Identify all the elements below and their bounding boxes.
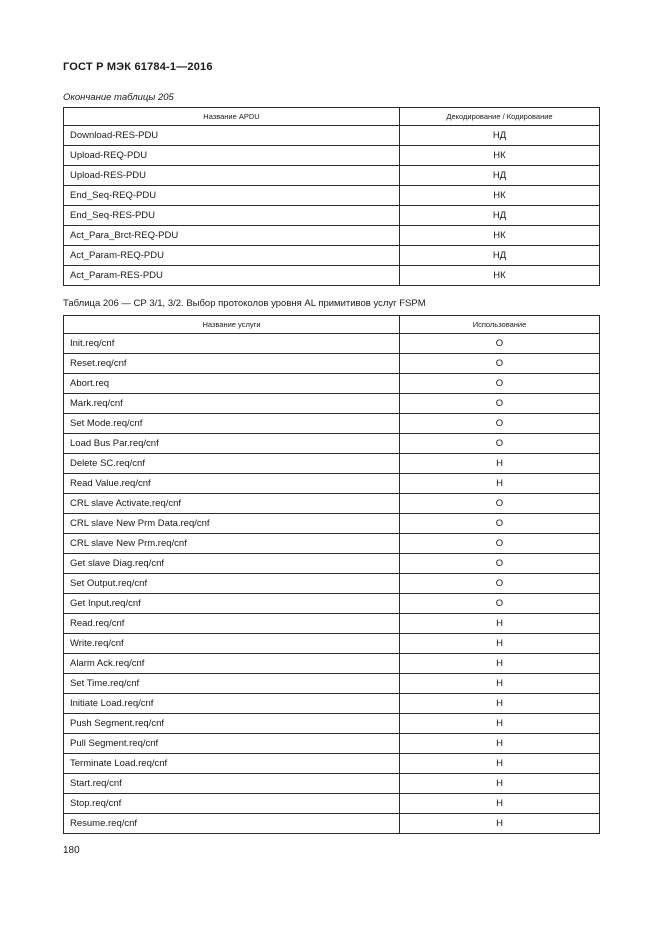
- row-value-cell: Н: [400, 814, 600, 834]
- row-value-cell: О: [400, 394, 600, 414]
- row-value-cell: Н: [400, 774, 600, 794]
- row-name-cell: Set Mode.req/cnf: [64, 414, 400, 434]
- table-row: [64, 454, 600, 474]
- table-row: [64, 126, 600, 146]
- column-header-usage: Использование: [400, 316, 600, 334]
- table-row: [64, 354, 600, 374]
- row-name-cell: Act_Param-REQ-PDU: [64, 246, 400, 266]
- row-name-cell: Alarm Ack.req/cnf: [64, 654, 400, 674]
- row-name-cell: Write.req/cnf: [64, 634, 400, 654]
- row-name-cell: CRL slave Activate.req/cnf: [64, 494, 400, 514]
- row-name-cell: Start.req/cnf: [64, 774, 400, 794]
- table-row: [64, 594, 600, 614]
- table-row: [64, 754, 600, 774]
- row-name-cell: Set Output.req/cnf: [64, 574, 400, 594]
- table-row: [64, 186, 600, 206]
- table-row: [64, 654, 600, 674]
- row-value-cell: НК: [400, 186, 600, 206]
- row-name-cell: Get Input.req/cnf: [64, 594, 400, 614]
- table-row: [64, 774, 600, 794]
- row-name-cell: Act_Para_Brct-REQ-PDU: [64, 226, 400, 246]
- row-value-cell: Н: [400, 754, 600, 774]
- row-value-cell: Н: [400, 794, 600, 814]
- row-value-cell: О: [400, 534, 600, 554]
- row-value-cell: О: [400, 434, 600, 454]
- table-row: [64, 694, 600, 714]
- table-row: [64, 166, 600, 186]
- row-value-cell: НК: [400, 266, 600, 286]
- row-name-cell: Reset.req/cnf: [64, 354, 400, 374]
- row-name-cell: Read.req/cnf: [64, 614, 400, 634]
- row-name-cell: CRL slave New Prm Data.req/cnf: [64, 514, 400, 534]
- row-value-cell: Н: [400, 654, 600, 674]
- table-row: [64, 534, 600, 554]
- table-206-caption: Таблица 206 — СР 3/1, 3/2. Выбор протоколов уровня AL примитивов услуг FSPM: [63, 298, 426, 309]
- row-name-cell: Download-RES-PDU: [64, 126, 400, 146]
- row-value-cell: Н: [400, 714, 600, 734]
- row-name-cell: End_Seq-RES-PDU: [64, 206, 400, 226]
- table-row: [64, 714, 600, 734]
- row-name-cell: Initiate Load.req/cnf: [64, 694, 400, 714]
- column-header-service-name: Название услуги: [64, 316, 400, 334]
- table-206: [63, 315, 600, 834]
- table-row: [64, 434, 600, 454]
- table-row: [64, 414, 600, 434]
- row-value-cell: Н: [400, 734, 600, 754]
- row-value-cell: НД: [400, 166, 600, 186]
- table-row: [64, 394, 600, 414]
- table-row: [64, 334, 600, 354]
- table-row: [64, 734, 600, 754]
- row-name-cell: CRL slave New Prm.req/cnf: [64, 534, 400, 554]
- row-name-cell: Set Time.req/cnf: [64, 674, 400, 694]
- row-value-cell: О: [400, 574, 600, 594]
- row-value-cell: О: [400, 594, 600, 614]
- table-row: [64, 474, 600, 494]
- row-name-cell: Upload-REQ-PDU: [64, 146, 400, 166]
- table-row: [64, 146, 600, 166]
- row-value-cell: НК: [400, 226, 600, 246]
- document-header: ГОСТ Р МЭК 61784-1—2016: [63, 61, 213, 73]
- table-205: [63, 107, 600, 286]
- table-row: [64, 794, 600, 814]
- table-row: [64, 574, 600, 594]
- row-name-cell: Upload-RES-PDU: [64, 166, 400, 186]
- row-value-cell: О: [400, 554, 600, 574]
- row-name-cell: Act_Param-RES-PDU: [64, 266, 400, 286]
- row-value-cell: Н: [400, 694, 600, 714]
- row-value-cell: О: [400, 414, 600, 434]
- row-value-cell: Н: [400, 634, 600, 654]
- table-row: [64, 246, 600, 266]
- row-name-cell: Load Bus Par.req/cnf: [64, 434, 400, 454]
- row-name-cell: Pull Segment.req/cnf: [64, 734, 400, 754]
- table-header-row: [64, 316, 600, 334]
- row-value-cell: О: [400, 494, 600, 514]
- table-row: [64, 226, 600, 246]
- page-number: 180: [63, 845, 80, 856]
- table-row: [64, 814, 600, 834]
- column-header-decoding: Декодирование / Кодирование: [400, 108, 600, 126]
- row-name-cell: Get slave Diag.req/cnf: [64, 554, 400, 574]
- table-row: [64, 494, 600, 514]
- row-name-cell: Terminate Load.req/cnf: [64, 754, 400, 774]
- table-row: [64, 614, 600, 634]
- row-name-cell: Init.req/cnf: [64, 334, 400, 354]
- row-value-cell: НД: [400, 246, 600, 266]
- table-row: [64, 634, 600, 654]
- row-value-cell: О: [400, 334, 600, 354]
- row-value-cell: НК: [400, 146, 600, 166]
- row-value-cell: О: [400, 354, 600, 374]
- row-value-cell: О: [400, 514, 600, 534]
- row-value-cell: НД: [400, 206, 600, 226]
- row-name-cell: Read Value.req/cnf: [64, 474, 400, 494]
- row-value-cell: Н: [400, 674, 600, 694]
- row-value-cell: Н: [400, 614, 600, 634]
- row-value-cell: Н: [400, 454, 600, 474]
- row-name-cell: End_Seq-REQ-PDU: [64, 186, 400, 206]
- table-205-caption: Окончание таблицы 205: [63, 92, 174, 103]
- row-value-cell: НД: [400, 126, 600, 146]
- table-row: [64, 374, 600, 394]
- row-value-cell: О: [400, 374, 600, 394]
- row-name-cell: Push Segment.req/cnf: [64, 714, 400, 734]
- table-header-row: [64, 108, 600, 126]
- table-row: [64, 206, 600, 226]
- column-header-apdu-name: Название APDU: [64, 108, 400, 126]
- row-name-cell: Abort.req: [64, 374, 400, 394]
- table-row: [64, 266, 600, 286]
- row-name-cell: Mark.req/cnf: [64, 394, 400, 414]
- table-row: [64, 514, 600, 534]
- row-name-cell: Delete SC.req/cnf: [64, 454, 400, 474]
- row-name-cell: Resume.req/cnf: [64, 814, 400, 834]
- row-name-cell: Stop.req/cnf: [64, 794, 400, 814]
- table-row: [64, 674, 600, 694]
- table-row: [64, 554, 600, 574]
- row-value-cell: Н: [400, 474, 600, 494]
